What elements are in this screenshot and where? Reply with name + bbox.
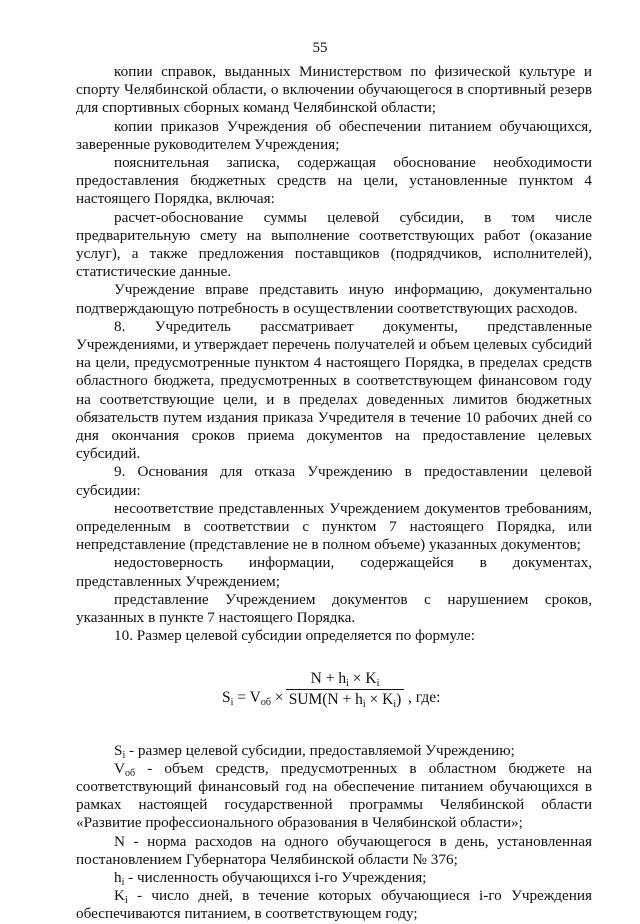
definition: N - норма расходов на одного обучающегося в день, установленная постановлением Губернатора Челябинской области № 376; (76, 832, 592, 868)
fraction-bar (286, 689, 404, 690)
paragraph: 9. Основания для отказа Учреждению в предоставлении целевой субсидии: (76, 463, 592, 499)
formula-lhs: $S_i = V_{об}$ × (222, 688, 284, 708)
paragraph: пояснительная записка, содержащая обоснование необходимости предоставления бюджетных средств на цели, установленные пунктом 4 настоящего Порядка, включая: (76, 154, 592, 208)
subsidy-formula (76, 646, 592, 742)
paragraph: Учреждение вправе представить иную информацию, документально подтверждающую потребность в осуществлении соответствующих расходов. (76, 281, 592, 317)
definition: $V_{об}$ - объем средств, предусмотренных в областном бюджете на соответствующий финансовый год на обеспечение питанием обучающихся в рамках настоящей государственной программы Челябинской области «Развитие профессионального образования в Челябинской области»; (76, 759, 592, 832)
paragraph: 8. Учредитель рассматривает документы, представленные Учреждениями, и утверждает перечень получателей и объем целевых субсидий на цели, предусмотренные пунктом 4 настоящего Порядка, в пределах средств областного бюджета, предусмотренных в соответствующем финансовом году на соответствующие цели, и в пределах доведенных лимитов бюджетных обязательств путем издания приказа Учредителя в течение 10 рабочих дней со дня окончания сроков приема документов на предоставление целевых субсидий. (76, 317, 592, 463)
paragraph: копии справок, выданных Министерством по физической культуре и спорту Челябинской области, о включении обучающегося в спортивный резерв для спортивных сборных команд Челябинской области; (76, 63, 592, 117)
definition: $S_i$ - размер целевой субсидии, предоставляемой Учреждению; (114, 741, 515, 761)
paragraph: расчет-обоснование суммы целевой субсидии, в том числе предварительную смету на выполнение соответствующих работ (оказание услуг), а также предложения поставщиков (подрядчиков, исполнителей), статистические данные. (76, 208, 592, 281)
paragraph: представление Учреждением документов с нарушением сроков, указанных в пункте 7 настоящего Порядка. (76, 590, 592, 627)
formula-denominator: $SUM(N + h_i \times K_i)$ (288, 690, 402, 710)
paragraph: 10. Размер целевой субсидии определяется по формуле: (114, 627, 475, 645)
paragraph: недостоверность информации, содержащейся в документах, представленных Учреждением; (76, 554, 592, 590)
formula-suffix: , где: (408, 688, 441, 706)
document-body (76, 63, 592, 924)
page-number: 55 (312, 40, 328, 56)
paragraph: несоответствие представленных Учреждением документов требованиям, определенным в соответствии с пунктом 7 настоящего Порядка, или непредставление (представление не в полном объеме) указанных документов; (76, 499, 592, 554)
definition: $h_i$ - численность обучающихся i-го Учреждения; (114, 868, 427, 888)
formula-numerator: $N + h_i \times K_i$ (310, 669, 380, 689)
paragraph: копии приказов Учреждения об обеспечении питанием обучающихся, заверенные руководителем Учреждения; (76, 117, 592, 153)
formula-fraction (286, 670, 404, 709)
definition: $K_i$ - число дней, в течение которых обучающиеся i-го Учреждения обеспечиваются питанием, в соответствующем году; (76, 887, 592, 923)
